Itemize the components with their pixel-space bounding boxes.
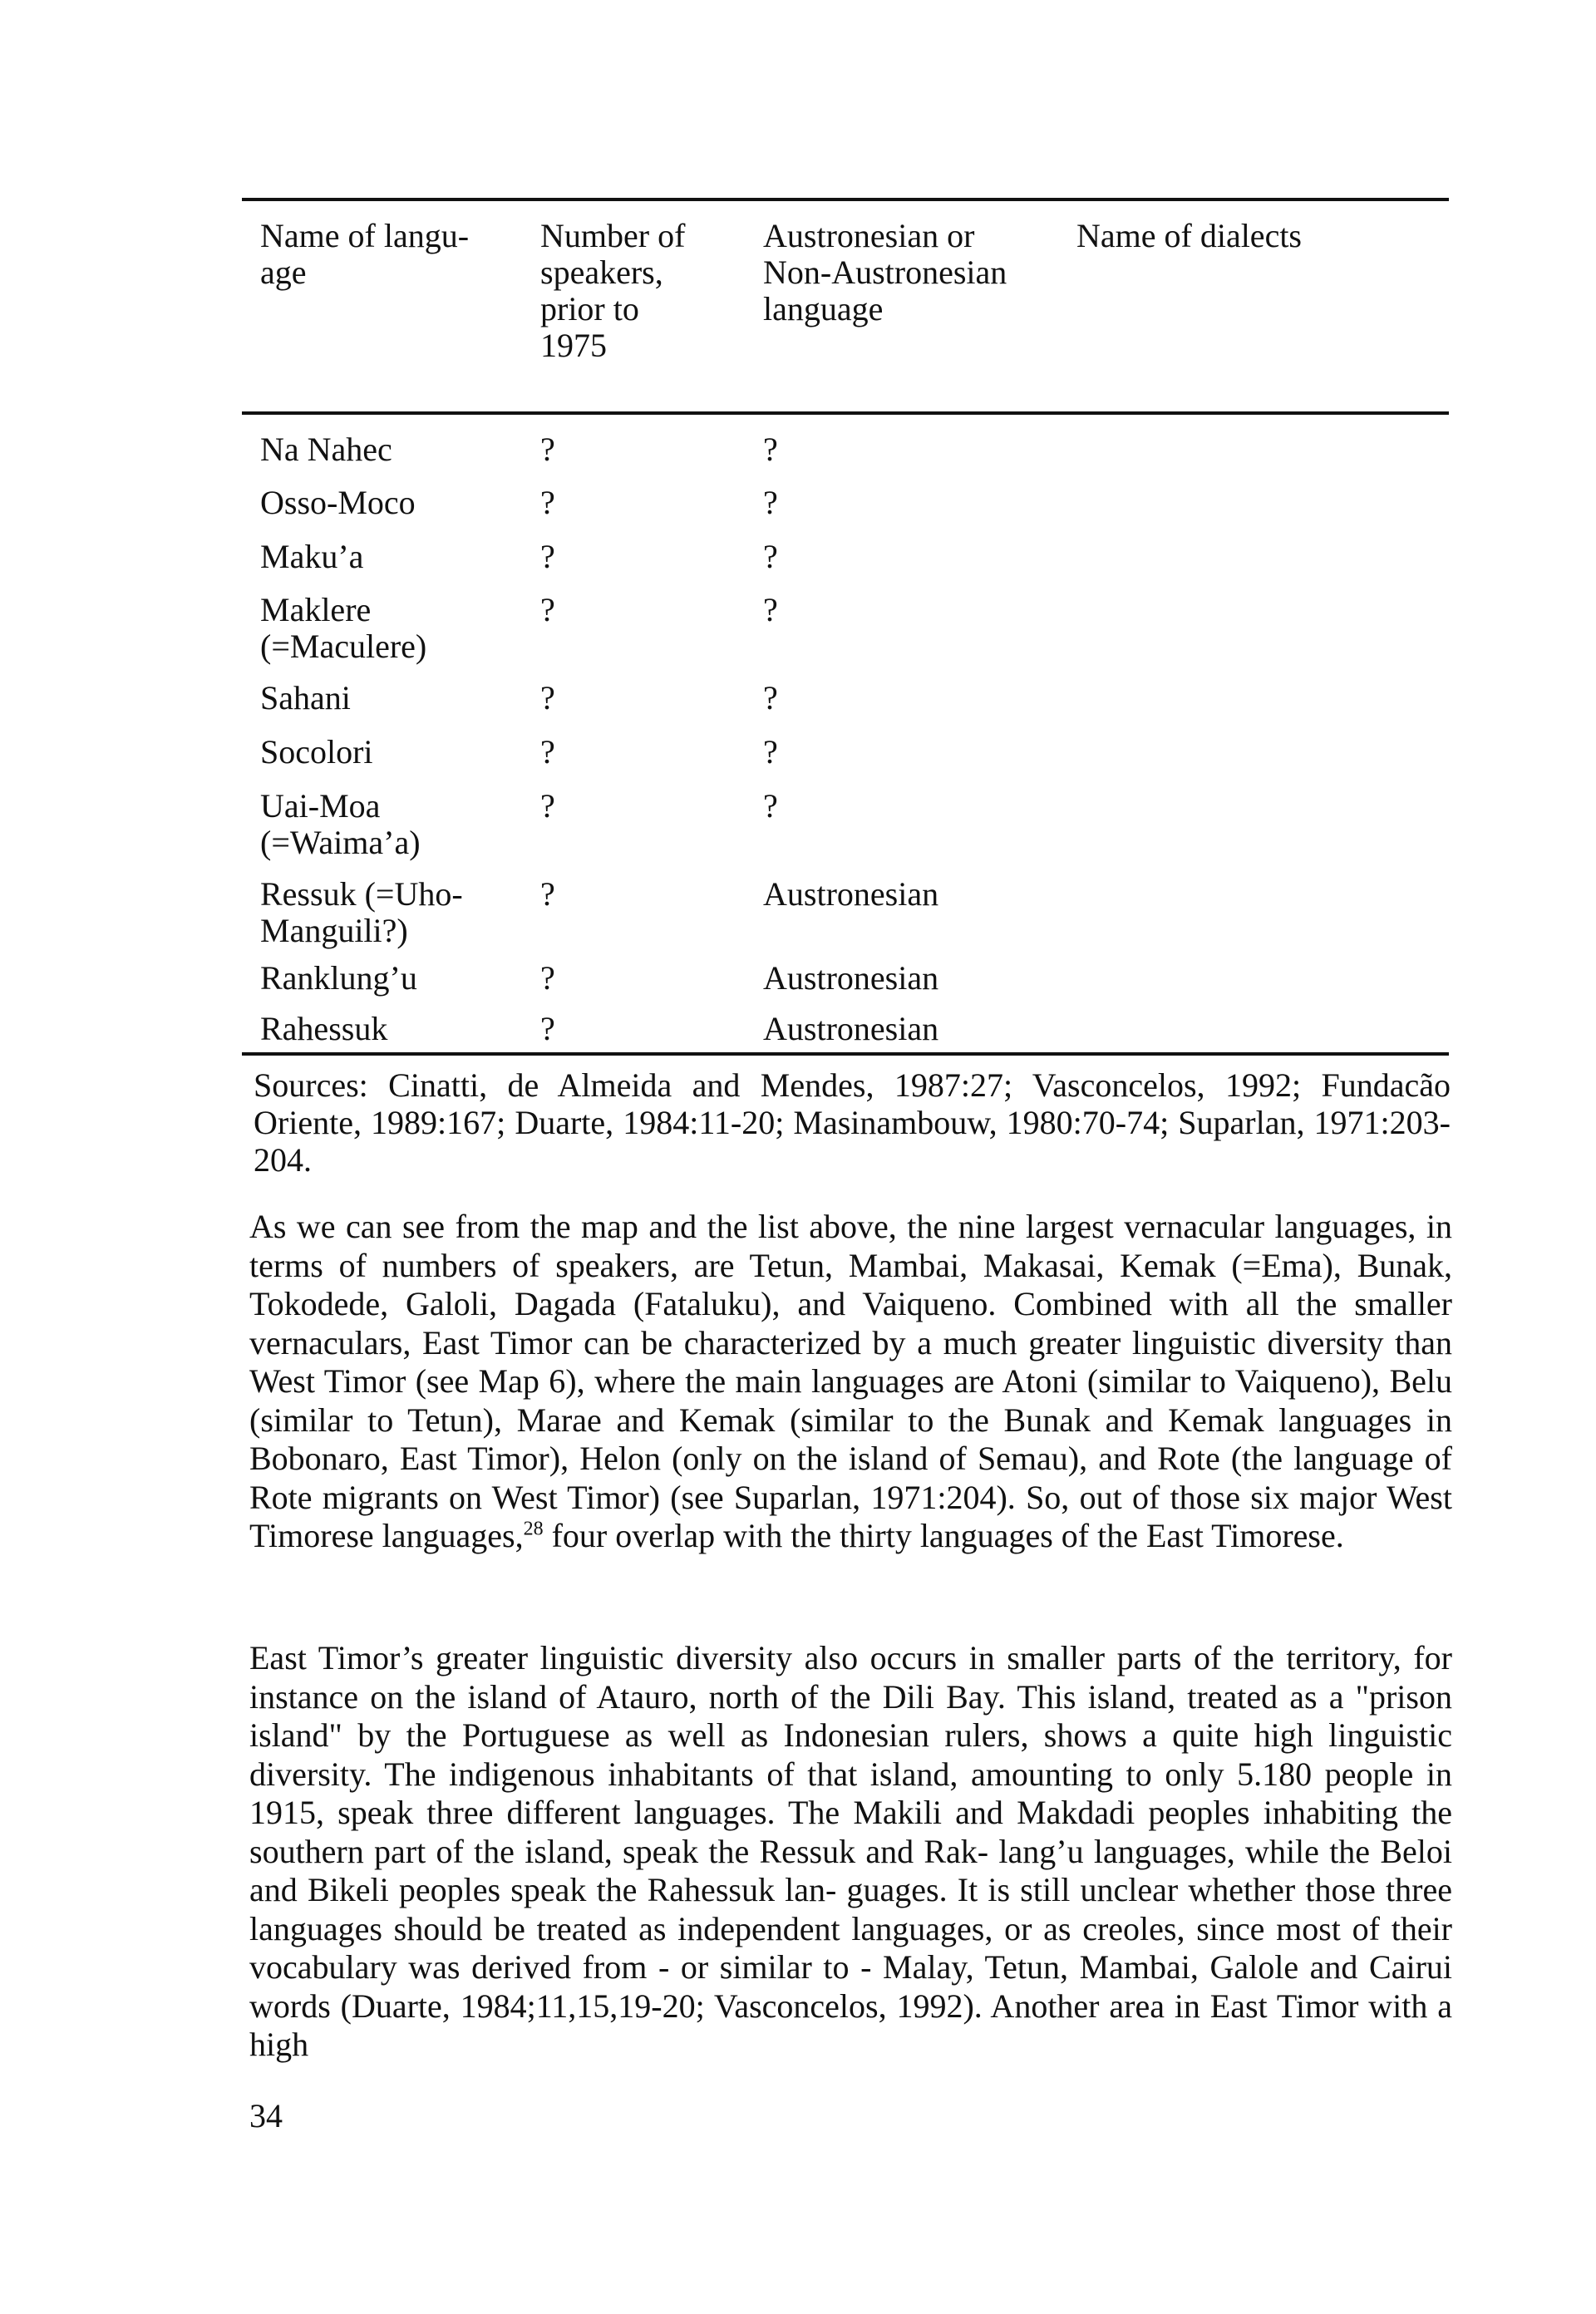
cell-language: Ranklung’u [260, 959, 417, 997]
cell-family: ? [763, 591, 778, 628]
cell-language: Osso-Moco [260, 484, 416, 521]
cell-language: Ressuk (=Uho- Manguili?) [260, 875, 463, 949]
footnote-marker: 28 [523, 1518, 544, 1540]
body-paragraph [249, 1208, 1452, 1556]
cell-language: Maku’a [260, 538, 364, 575]
table-sources-note: Sources: Cinatti, de Almeida and Mendes, 1987:27; Vasconcelos, 1992; Fundacão Oriente, 1989:167; Duarte, 1984:11-20; Masinambouw, 1980:70-74; Suparlan, 1971:203-204. [254, 1066, 1451, 1179]
cell-speakers: ? [540, 959, 555, 997]
paragraph-text: four overlap with the thirty languages of the East Timorese. [543, 1517, 1344, 1554]
cell-language: Na Nahec [260, 431, 392, 468]
cell-speakers: ? [540, 591, 555, 628]
cell-language: Sahani [260, 679, 351, 716]
cell-language: Uai-Moa (=Waima’a) [260, 787, 421, 861]
cell-language: Maklere (=Maculere) [260, 591, 427, 665]
header-dialects: Name of dialects [1076, 217, 1302, 254]
cell-family: ? [763, 679, 778, 716]
cell-family: ? [763, 787, 778, 825]
cell-speakers: ? [540, 1010, 555, 1047]
paragraph-text: As we can see from the map and the list above, the nine largest vernacular languages, in terms of numbers of speakers, are Tetun, Mambai, Makasai, Kemak (=Ema), Bunak, Tokodede, Galoli, Dagada (Fataluku), and Vaiqueno. Combined with all the smaller vernaculars, East Timor can be characterized by a much greater linguistic diversity than West Timor (see Map 6), where the main languages are Atoni (similar to Vaiqueno), Belu (similar to Tetun), Marae and Kemak (similar to the Bunak and Kemak languages in Bobonaro, East Timor), Helon (only on the island of Semau), and Rote (the language of Rote migrants on West Timor) (see Suparlan, 1971:204). So, out of those six major West Timorese languages, [249, 1208, 1452, 1554]
cell-family: ? [763, 538, 778, 575]
header-language-name: Name of langu- age [260, 217, 470, 291]
table-bottom-rule [242, 1052, 1449, 1056]
cell-speakers: ? [540, 431, 555, 468]
header-number-of-speakers: Number of speakers, prior to 1975 [540, 217, 686, 364]
cell-speakers: ? [540, 733, 555, 771]
cell-speakers: ? [540, 787, 555, 825]
cell-family: ? [763, 733, 778, 771]
cell-family: Austronesian [763, 875, 939, 913]
cell-family: ? [763, 484, 778, 521]
cell-speakers: ? [540, 484, 555, 521]
table-header-rule [242, 411, 1449, 415]
cell-family: ? [763, 431, 778, 468]
cell-family: Austronesian [763, 1010, 939, 1047]
cell-language: Socolori [260, 733, 373, 771]
table-top-rule [242, 198, 1449, 201]
cell-speakers: ? [540, 538, 555, 575]
header-language-family: Austronesian or Non-Austronesian language [763, 217, 1007, 327]
cell-speakers: ? [540, 679, 555, 716]
cell-language: Rahessuk [260, 1010, 388, 1047]
cell-family: Austronesian [763, 959, 939, 997]
body-paragraph: East Timor’s greater linguistic diversity also occurs in smaller parts of the territory, for instance on the island of Atauro, north of the Dili Bay. This island, treated as a "prison island" by the Portuguese as well as Indonesian rulers, shows a quite high linguistic diversity. The indigenous inhabitants of that island, amounting to only 5.180 people in 1915, speak three different languages. The Makili and Makdadi peoples inhabiting the southern part of the island, speak the Ressuk and Rak- lang’u languages, while the Beloi and Bikeli peoples speak the Rahessuk lan- guages. It is still unclear whether those three languages should be treated as independent languages, or as creoles, since most of their vocabulary was derived from - or similar to - Malay, Tetun, Mambai, Galole and Cairui words (Duarte, 1984;11,15,19-20; Vasconcelos, 1992). Another area in East Timor with a high [249, 1639, 1452, 2063]
page-number: 34 [249, 2097, 283, 2134]
cell-speakers: ? [540, 875, 555, 913]
